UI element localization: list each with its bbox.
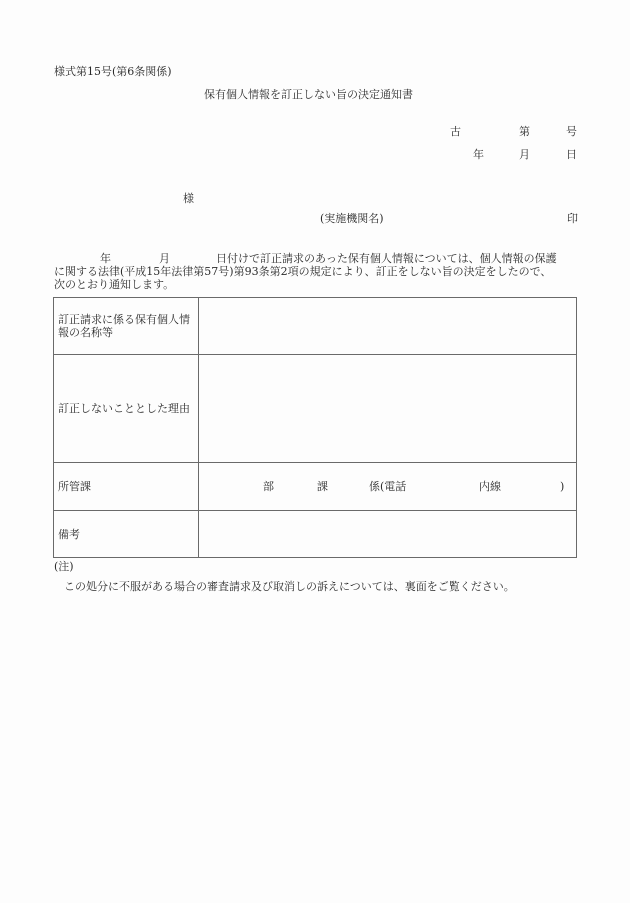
info-name-value[interactable] [199,298,577,355]
table-row-remarks [54,511,577,558]
date-month: 月 [519,148,530,161]
body-line1-rest: 日付けで訂正請求のあった保有個人情報については、個人情報の保護 [216,252,557,265]
dept-kakari-tel: 係(電話 [369,480,407,493]
body-year: 年 [100,252,111,265]
table-row-info-name [54,298,577,355]
department-fields [203,480,572,493]
reference-prefix: 古 [450,125,461,138]
remarks-value[interactable] [199,511,577,558]
seal-mark: 印 [567,212,578,225]
info-name-label: 訂正請求に係る保有個人情報の名称等 [54,298,199,355]
notice-body-line-3: 次のとおり通知します。 [54,278,175,291]
date-day: 日 [566,148,577,161]
agency-name-label: (実施機関名) [320,212,384,225]
form-number: 様式第15号(第6条関係) [54,65,172,78]
addressee-honorific: 様 [183,192,194,205]
document-title: 保有個人情報を訂正しない旨の決定通知書 [204,88,413,101]
body-month: 月 [159,252,170,265]
reference-dai: 第 [519,125,530,138]
reference-go: 号 [566,125,577,138]
department-value[interactable] [199,463,577,511]
note-heading: (注) [54,560,74,573]
table-row-department [54,463,577,511]
notice-body [54,252,584,291]
notice-body-line-2: に関する法律(平成15年法律第57号)第93条第2項の規定により、訂正をしない旨の決定をしたので、 [54,265,552,278]
dept-close-paren: ) [560,480,565,493]
dept-ka: 課 [317,480,328,493]
dept-naisen: 内線 [479,480,501,493]
date-year: 年 [473,148,484,161]
remarks-label: 備考 [54,511,199,558]
department-label: 所管課 [54,463,199,511]
reason-label: 訂正しないこととした理由 [54,355,199,463]
reason-value[interactable] [199,355,577,463]
table-row-reason [54,355,577,463]
decision-table [53,297,577,558]
note-text: この処分に不服がある場合の審査請求及び取消しの訴えについては、裏面をご覧ください。 [64,580,515,593]
notice-body-line-1 [54,252,584,265]
dept-bu: 部 [263,480,274,493]
